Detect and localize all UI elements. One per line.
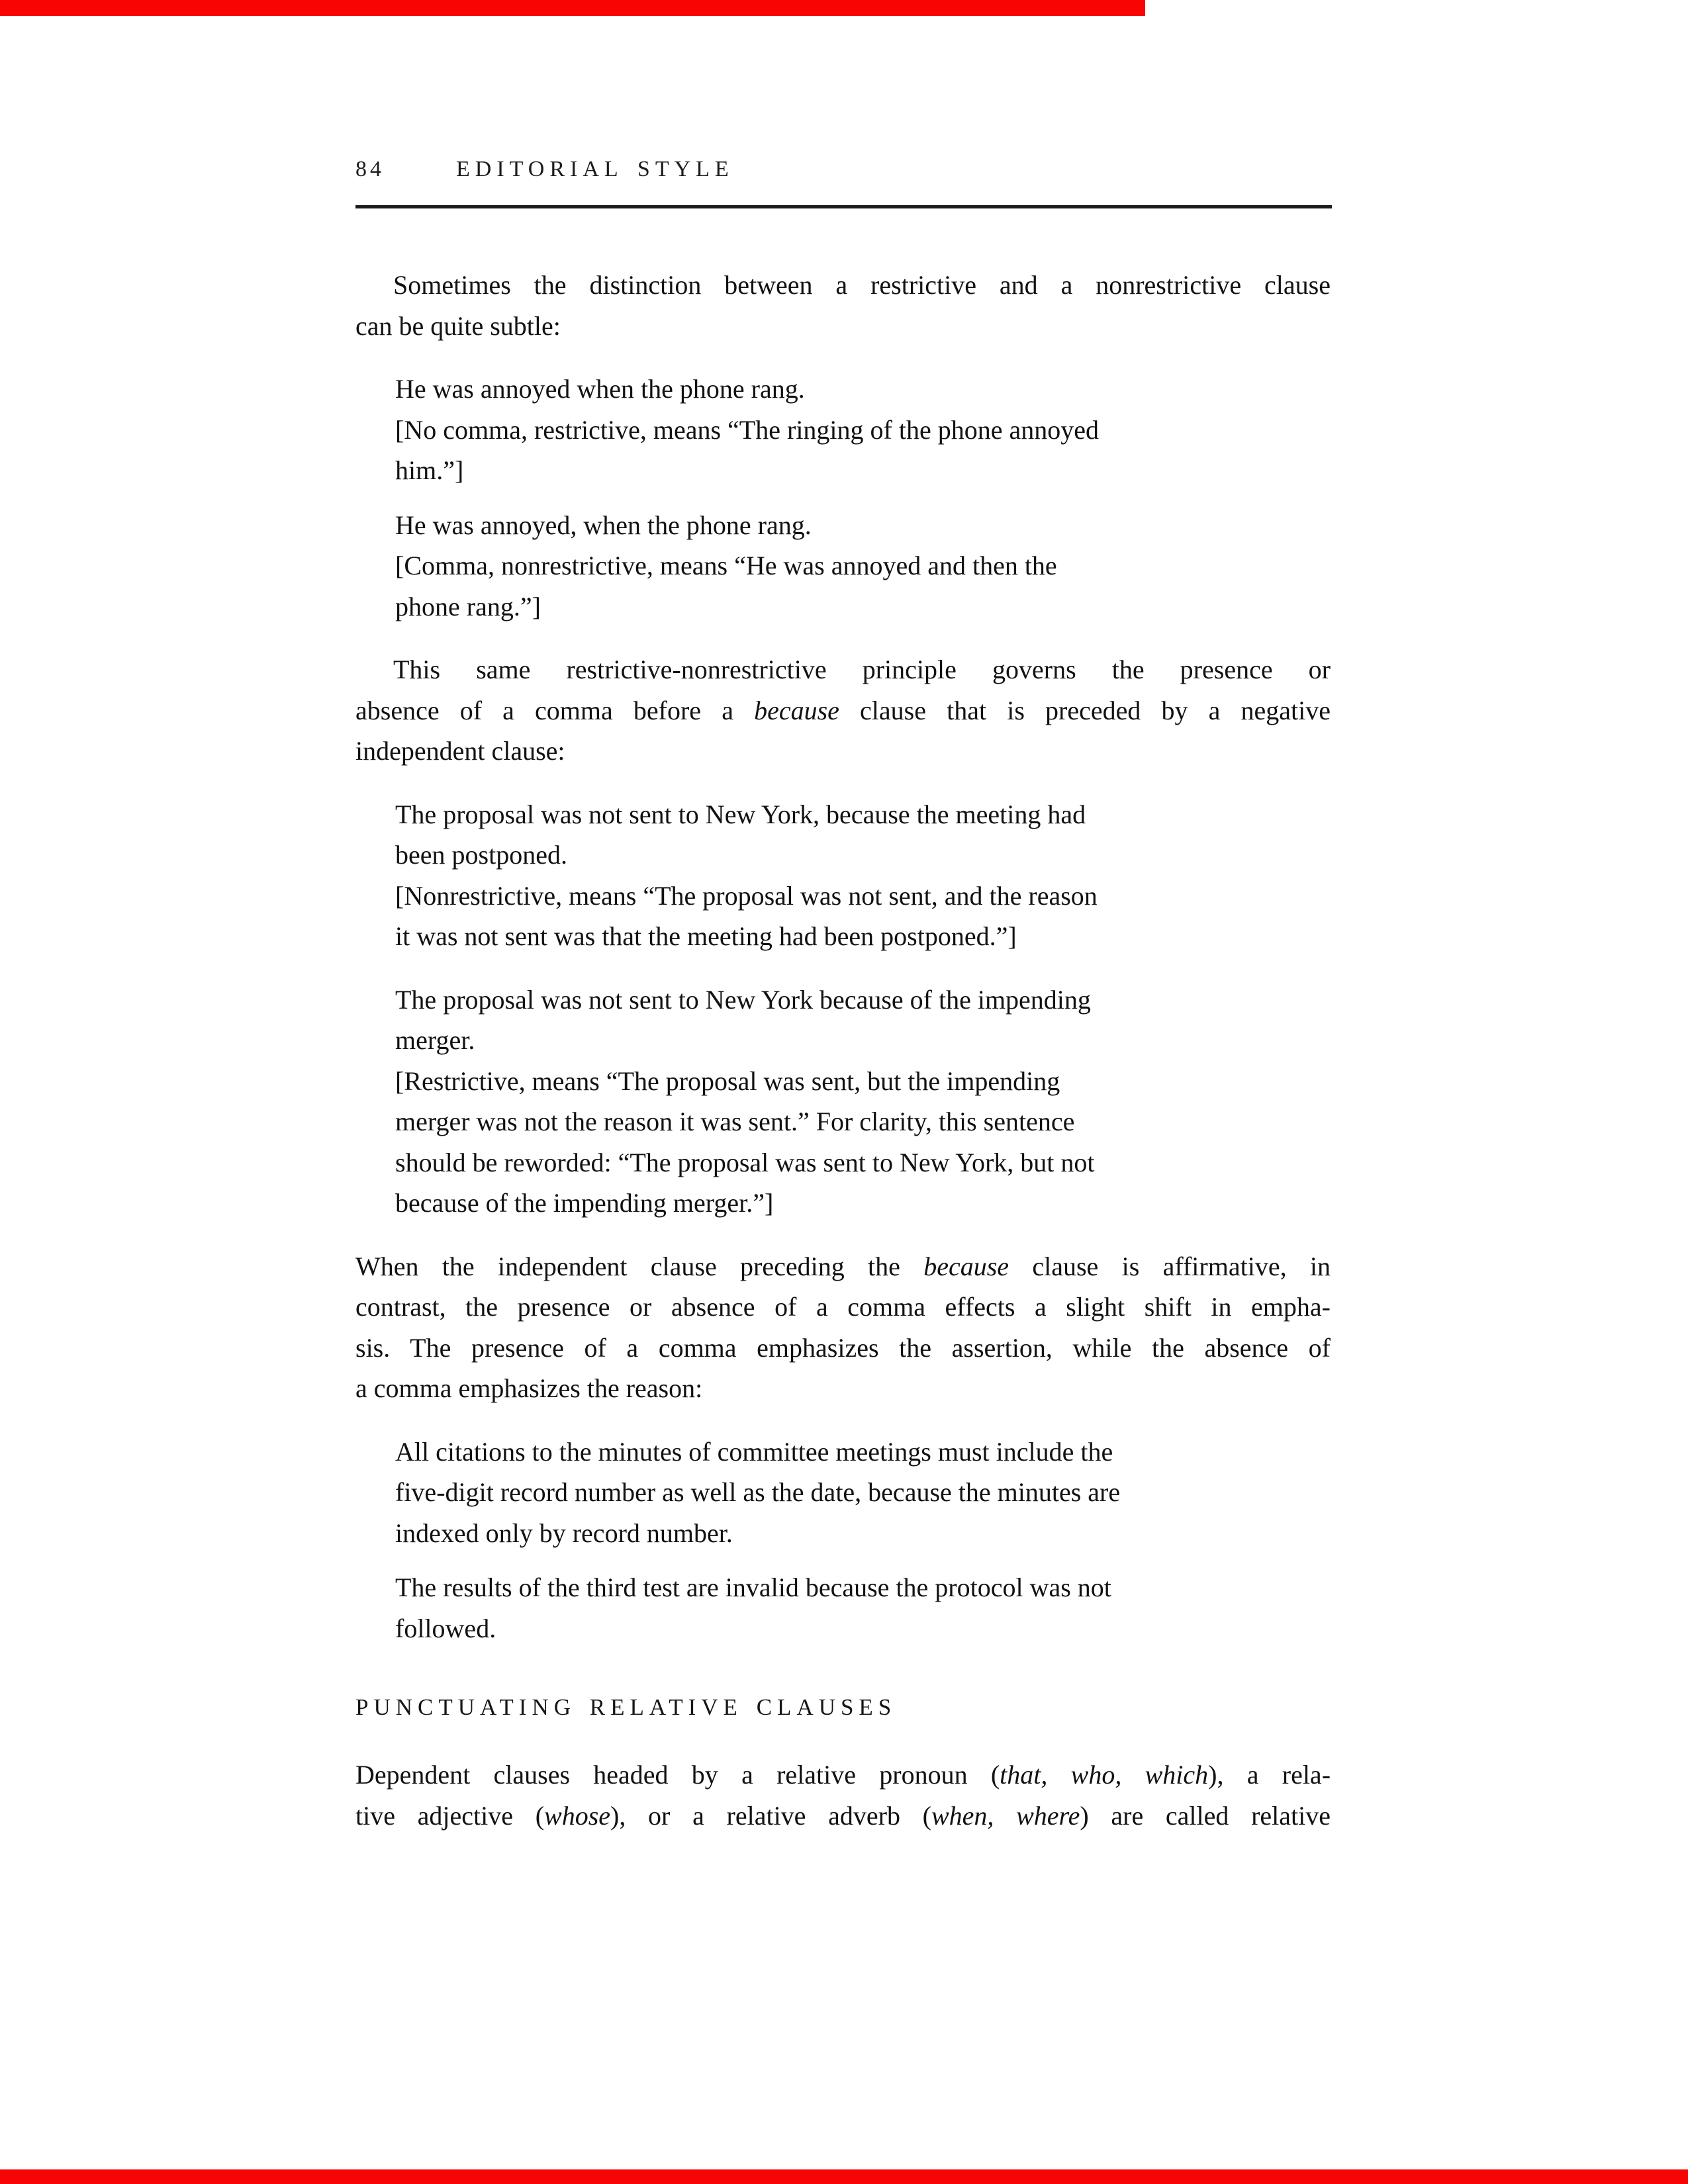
text-run: independent clause:: [355, 736, 565, 766]
text-line: [355, 1368, 1331, 1409]
text-run: merger.: [395, 1025, 475, 1055]
text-line: [355, 649, 1331, 690]
text-line: [395, 916, 1331, 957]
example-block: [395, 979, 1331, 1224]
text-run: sis. The presence of a comma emphasizes the assertion, while the absence of: [355, 1332, 1331, 1363]
text-run: All citations to the minutes of committee meetings must include the: [395, 1436, 1113, 1467]
paragraph: [355, 1246, 1331, 1409]
text-line: [395, 1020, 1331, 1061]
text-run: a comma emphasizes the reason:: [355, 1373, 703, 1403]
text-line: [355, 265, 1331, 306]
text-run: Dependent clauses headed by a relative pronoun (: [355, 1760, 1000, 1790]
text-run: because of the impending merger.”]: [395, 1188, 774, 1218]
example-block: [395, 1567, 1331, 1649]
header-rule: [355, 205, 1332, 208]
text-run: can be quite subtle:: [355, 310, 561, 341]
text-run: He was annoyed, when the phone rang.: [395, 510, 812, 540]
italic-run: that, who, which: [1000, 1760, 1209, 1790]
italic-run: because: [754, 695, 839, 725]
scan-artifact-bottom-bar: [0, 2169, 1688, 2184]
text-run: When the independent clause preceding the: [355, 1251, 924, 1281]
text-line: [395, 450, 1331, 491]
text-line: [355, 1754, 1331, 1796]
text-line: [395, 794, 1331, 835]
scan-artifact-top-bar: [0, 0, 1145, 16]
paragraph: [355, 649, 1331, 772]
text-run: ), or a relative adverb (: [610, 1800, 931, 1831]
italic-run: when, where: [931, 1800, 1080, 1831]
text-run: This same restrictive-nonrestrictive principle governs the presence or: [393, 655, 1331, 684]
text-line: [355, 1796, 1331, 1837]
example-block: [395, 794, 1331, 957]
italic-run: because: [923, 1251, 1009, 1281]
italic-run: whose: [544, 1800, 611, 1831]
section-heading: PUNCTUATING RELATIVE CLAUSES: [355, 1694, 897, 1720]
text-line: [395, 410, 1331, 451]
text-run: clause is affirmative, in: [1009, 1251, 1331, 1281]
text-run: ), a rela-: [1208, 1760, 1331, 1790]
text-run: The proposal was not sent to New York, because the meeting had: [395, 799, 1086, 829]
text-run: it was not sent was that the meeting had been postponed.”]: [395, 921, 1017, 951]
running-header: [355, 156, 1332, 208]
text-line: [395, 369, 1331, 410]
text-run: He was annoyed when the phone rang.: [395, 374, 805, 404]
paragraph: [355, 1754, 1331, 1836]
text-line: [355, 1246, 1331, 1287]
text-run: phone rang.”]: [395, 591, 541, 621]
text-line: [395, 1567, 1331, 1608]
text-line: [355, 731, 1331, 772]
text-run: clause that is preceded by a negative: [839, 695, 1331, 725]
text-line: [395, 1472, 1331, 1513]
text-line: [395, 1432, 1331, 1473]
text-line: [395, 835, 1331, 876]
text-run: should be reworded: “The proposal was sent to New York, but not: [395, 1147, 1095, 1177]
text-run: [Restrictive, means “The proposal was sent, but the impending: [395, 1066, 1060, 1096]
text-line: [395, 1513, 1331, 1554]
text-run: contrast, the presence or absence of a comma effects a slight shift in empha-: [355, 1292, 1331, 1322]
example-block: [395, 505, 1331, 627]
text-run: five-digit record number as well as the date, because the minutes are: [395, 1477, 1121, 1507]
text-run: [Nonrestrictive, means “The proposal was not sent, and the reason: [395, 880, 1098, 911]
text-run: Sometimes the distinction between a restrictive and a nonrestrictive clause: [393, 270, 1331, 300]
text-run: him.”]: [395, 455, 464, 485]
text-line: [395, 545, 1331, 586]
text-line: [395, 1061, 1331, 1102]
text-line: [395, 1101, 1331, 1142]
text-line: [395, 1142, 1331, 1183]
text-run: absence of a comma before a: [355, 695, 755, 725]
text-run: indexed only by record number.: [395, 1518, 733, 1548]
paragraph: [355, 265, 1331, 346]
text-line: [355, 1328, 1331, 1369]
text-run: The results of the third test are invalid because the protocol was not: [395, 1572, 1111, 1602]
text-run: followed.: [395, 1613, 496, 1643]
running-title: EDITORIAL STYLE: [456, 157, 734, 181]
text-run: The proposal was not sent to New York because of the impending: [395, 984, 1091, 1015]
text-run: been postponed.: [395, 840, 567, 870]
text-run: [Comma, nonrestrictive, means “He was annoyed and then the: [395, 551, 1057, 580]
text-line: [395, 876, 1331, 917]
page-body: [355, 265, 1331, 1836]
text-line: [395, 979, 1331, 1021]
text-run: tive adjective (: [355, 1800, 545, 1831]
text-line: [355, 690, 1331, 731]
text-line: [355, 306, 1331, 347]
example-block: [395, 369, 1331, 491]
text-line: [355, 1287, 1331, 1328]
text-run: [No comma, restrictive, means “The ringing of the phone annoyed: [395, 414, 1099, 445]
text-line: [395, 1183, 1331, 1224]
text-line: [395, 1608, 1331, 1649]
text-run: ) are called relative: [1080, 1800, 1331, 1831]
text-line: [395, 505, 1331, 546]
page-number: 84: [355, 157, 385, 181]
text-line: [395, 586, 1331, 627]
example-block: [395, 1432, 1331, 1554]
text-run: merger was not the reason it was sent.” For clarity, this sentence: [395, 1107, 1075, 1136]
